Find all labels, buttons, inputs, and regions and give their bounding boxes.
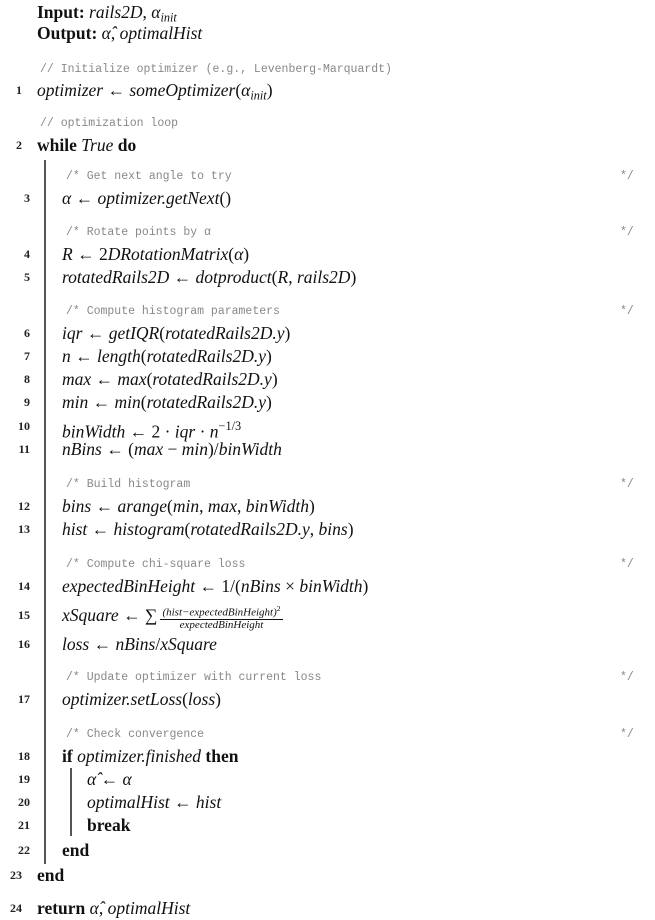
line-number: 12 [18,499,30,513]
algorithm-block: Input: rails2D, $\alpha_{init}$ Output: α̂, optimalHist // Initialize optimizer (e.g., Levenberg-Marquardt) 1 optimizer ← $someOptimizer(\alpha_{init})$ // optimization loop 2 while True do /* Get next angle to try */ 3 α ← optimizer.getNext() /* Rotate points by α */ 4 R ← 2DRotationMatrix(α) 5 rotatedRails2D ← dotproduct(R, rails2D) /* Compute histogram parameters */ 6 iqr ← getIQR(rotatedRails2D.y) 7 n ← length(rotatedRails2D.y) 8 max ← max(rotatedRails2D.y) 9 min ← min(rotatedRails2D.y) 10 binWidth ← 2 · iqr · $n^{-1/3}$ 11 nBins ← (max − min)/binWidth /* Build histogram */ 12 bins ← arange(min, max, binWidth) 13 hist ← histogram(rotatedRails2D.y, bins) /* Compute chi-square loss */ 14 expectedBinHeight ← 1/(nBins × binWidth) 15 xSquare ← ∑ $\frac{(hist-expectedBinHeight)^2}{\text{expectedBinHeight}}$ 16 loss ← nBins/xSquare /* Update optimizer with current loss */ 17 optimizer.setLoss(loss) /* Check convergence */ 18 if optimizer.finished then 19 α̂ ← α 20 optimalHist ← hist 21 break 22 end 23 end 24 return α̂, optimalHist [0,0,655,920]
comment-close: */ [620,478,634,491]
line-number: 7 [24,349,30,363]
comment-update-optimizer: /* Update optimizer with current loss [66,671,322,684]
line-number: 24 [10,901,22,915]
line-number: 19 [18,772,30,786]
line-number: 6 [24,326,30,340]
line-number: 17 [18,692,30,706]
line-number: 22 [18,843,30,857]
output-label: Output: [37,23,98,43]
line-number: 23 [10,868,22,882]
line-number: 10 [18,419,30,433]
line-number: 21 [18,818,30,832]
comment-get-next: /* Get next angle to try [66,170,232,183]
if-block-bar [70,768,72,836]
comment-chi-square: /* Compute chi-square loss [66,558,246,571]
line-number: 18 [18,749,30,763]
line-number: 8 [24,372,30,386]
comment-close: */ [620,728,634,741]
comment-close: */ [620,558,634,571]
comment-convergence: /* Check convergence [66,728,205,741]
comment-close: */ [620,671,634,684]
comment-loop: // optimization loop [40,117,179,130]
comment-close: */ [620,226,634,239]
line-number: 1 [16,83,22,97]
comment-build-hist: /* Build histogram [66,478,191,491]
comment-init: // Initialize optimizer (e.g., Levenberg-Marquardt) [40,63,392,76]
line-number: 11 [18,442,30,456]
comment-hist-params: /* Compute histogram parameters [66,305,280,318]
line-number: 15 [18,608,30,622]
line-number: 14 [18,579,30,593]
line-number: 4 [24,247,30,261]
line-number: 2 [16,138,22,152]
line-number: 9 [24,395,30,409]
comment-close: */ [620,305,634,318]
input-label: Input: [37,2,85,22]
comment-rotate: /* Rotate points by α [66,226,211,239]
line-number: 20 [18,795,30,809]
comment-close: */ [620,170,634,183]
line-number: 5 [24,270,30,284]
line-number: 3 [24,191,30,205]
while-block-bar [44,160,46,864]
line-number: 13 [18,522,30,536]
line-number: 16 [18,637,30,651]
